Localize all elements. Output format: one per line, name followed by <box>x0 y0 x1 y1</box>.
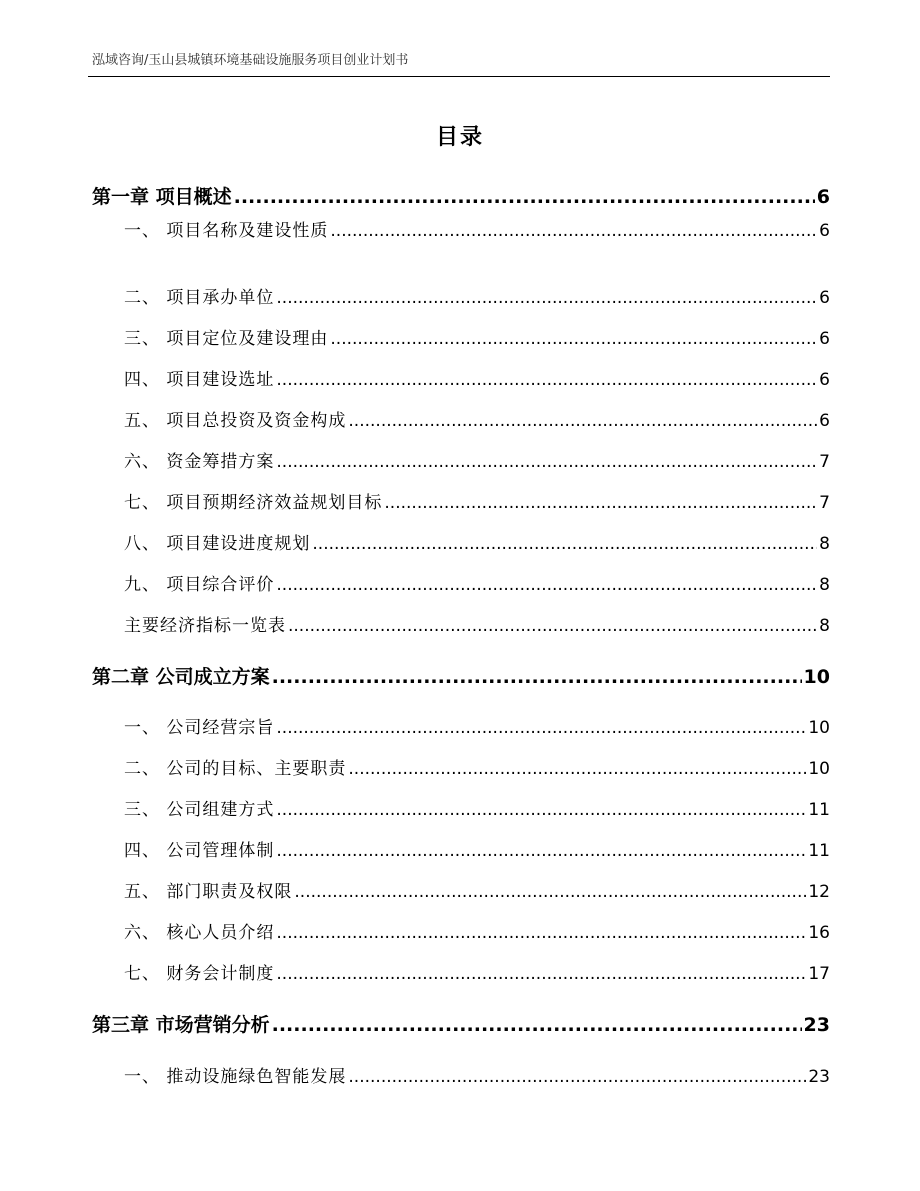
toc-entry-section[interactable] <box>124 367 830 393</box>
toc-dot-leader <box>234 183 815 211</box>
toc-entry-page: 23 <box>803 1014 830 1036</box>
toc-dot-leader <box>384 490 817 516</box>
toc-entry-page: 8 <box>819 575 830 595</box>
toc-dot-leader <box>330 326 817 352</box>
toc-entry-page: 10 <box>803 666 830 688</box>
toc-entry-label: 四、 项目建设选址 <box>124 370 275 390</box>
toc-dot-leader <box>348 1064 806 1090</box>
toc-entry-page: 12 <box>808 882 830 902</box>
toc-entry-page: 6 <box>819 370 830 390</box>
toc-entry-page: 8 <box>819 534 830 554</box>
toc-entry-label: 七、 项目预期经济效益规划目标 <box>124 493 383 513</box>
header-divider <box>88 76 830 77</box>
toc-entry-page: 16 <box>808 923 830 943</box>
toc-entry-label: 第三章 市场营销分析 <box>92 1014 270 1036</box>
toc-entry-section[interactable] <box>124 490 830 516</box>
toc-entry-page: 23 <box>808 1067 830 1087</box>
toc-entry-section[interactable] <box>124 449 830 475</box>
toc-entry-section[interactable] <box>124 531 830 557</box>
toc-entry-section[interactable] <box>124 797 830 823</box>
toc-entry-label: 七、 财务会计制度 <box>124 964 275 984</box>
page-header: 泓域咨询/玉山县城镇环境基础设施服务项目创业计划书 <box>92 53 409 68</box>
toc-dot-leader <box>276 449 817 475</box>
toc-entry-label: 九、 项目综合评价 <box>124 575 275 595</box>
toc-entry-label: 二、 公司的目标、主要职责 <box>124 759 347 779</box>
toc-dot-leader <box>276 920 806 946</box>
toc-entry-section[interactable] <box>124 285 830 311</box>
toc-entry-page: 6 <box>819 288 830 308</box>
toc-entry-chapter-3[interactable] <box>92 1011 830 1039</box>
toc-entry-chapter-1[interactable] <box>92 183 830 211</box>
toc-entry-page: 11 <box>808 841 830 861</box>
toc-entry-page: 8 <box>819 616 830 636</box>
toc-entry-page: 17 <box>808 964 830 984</box>
toc-entry-section[interactable] <box>124 326 830 352</box>
toc-dot-leader <box>276 961 806 987</box>
toc-entry-label: 二、 项目承办单位 <box>124 288 275 308</box>
toc-entry-label: 八、 项目建设进度规划 <box>124 534 311 554</box>
toc-entry-page: 6 <box>819 221 830 241</box>
toc-entry-section[interactable] <box>124 838 830 864</box>
toc-entry-section[interactable] <box>124 961 830 987</box>
toc-entry-label: 四、 公司管理体制 <box>124 841 275 861</box>
toc-entry-section[interactable] <box>124 756 830 782</box>
toc-dot-leader <box>330 218 817 244</box>
toc-entry-page: 6 <box>816 186 830 208</box>
toc-entry-label: 六、 资金筹措方案 <box>124 452 275 472</box>
toc-entry-label: 一、 推动设施绿色智能发展 <box>124 1067 347 1087</box>
toc-dot-leader <box>276 367 817 393</box>
toc-entry-page: 11 <box>808 800 830 820</box>
toc-entry-label: 三、 公司组建方式 <box>124 800 275 820</box>
toc-entry-section[interactable] <box>124 920 830 946</box>
toc-entry-label: 五、 部门职责及权限 <box>124 882 293 902</box>
toc-dot-leader <box>288 613 817 639</box>
toc-dot-leader <box>276 572 817 598</box>
toc-entry-label: 五、 项目总投资及资金构成 <box>124 411 347 431</box>
toc-dot-leader <box>312 531 817 557</box>
toc-entry-label: 主要经济指标一览表 <box>124 616 286 636</box>
toc-dot-leader <box>272 1011 802 1039</box>
toc-entry-section[interactable] <box>124 218 830 244</box>
toc-entry-label: 六、 核心人员介绍 <box>124 923 275 943</box>
toc-dot-leader <box>276 838 806 864</box>
toc-entry-page: 10 <box>808 718 830 738</box>
toc-dot-leader <box>294 879 806 905</box>
toc-entry-page: 6 <box>819 411 830 431</box>
toc-dot-leader <box>276 715 806 741</box>
toc-dot-leader <box>276 797 806 823</box>
toc-entry-page: 10 <box>808 759 830 779</box>
toc-dot-leader <box>276 285 817 311</box>
toc-entry-chapter-2[interactable] <box>92 663 830 691</box>
toc-entry-section[interactable] <box>124 613 830 639</box>
toc-entry-section[interactable] <box>124 572 830 598</box>
toc-entry-page: 7 <box>819 452 830 472</box>
toc-entry-label: 一、 项目名称及建设性质 <box>124 221 329 241</box>
toc-entry-label: 第一章 项目概述 <box>92 186 232 208</box>
toc-entry-page: 7 <box>819 493 830 513</box>
toc-entry-section[interactable] <box>124 879 830 905</box>
toc-dot-leader <box>348 408 817 434</box>
toc-entry-label: 一、 公司经营宗旨 <box>124 718 275 738</box>
toc-dot-leader <box>348 756 806 782</box>
toc-dot-leader <box>272 663 802 691</box>
toc-entry-page: 6 <box>819 329 830 349</box>
toc-entry-label: 第二章 公司成立方案 <box>92 666 270 688</box>
toc-entry-section[interactable] <box>124 408 830 434</box>
toc-entry-label: 三、 项目定位及建设理由 <box>124 329 329 349</box>
toc-entry-section[interactable] <box>124 1064 830 1090</box>
toc-entry-section[interactable] <box>124 715 830 741</box>
toc-title: 目录 <box>435 125 484 150</box>
